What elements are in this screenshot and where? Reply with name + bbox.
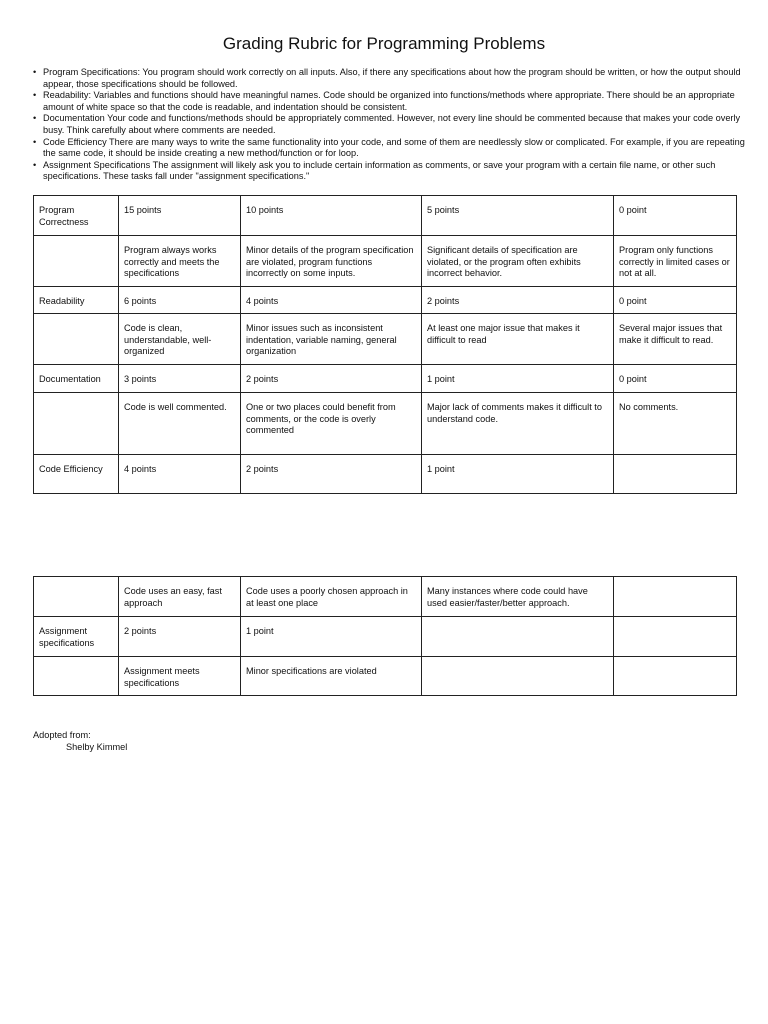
points-cell: 0 point bbox=[614, 196, 737, 236]
description-cell: One or two places could benefit from comments, or the code is overly commented bbox=[241, 393, 422, 455]
description-cell: Minor issues such as inconsistent indentation, variable naming, general organization bbox=[241, 314, 422, 365]
description-cell: No comments. bbox=[614, 393, 737, 455]
points-cell: 5 points bbox=[422, 196, 614, 236]
criterion-cell bbox=[34, 393, 119, 455]
criterion-cell: Assignment specifications bbox=[34, 617, 119, 657]
criteria-text: Readability: Variables and functions should have meaningful names. Code should be organized into functions/methods where appropriate. There should be an appropriate amount of white space so that the code is readable, and indentation should be consistent. bbox=[43, 90, 735, 112]
criteria-text: Code Efficiency There are many ways to write the same functionality into your code, and some of them are needlessly slow or complicated. For example, if you are repeating the same code, it should be inside creating a new method/function or for loop. bbox=[43, 136, 745, 159]
description-cell: Many instances where code could have used easier/faster/better approach. bbox=[422, 577, 614, 617]
criteria-item bbox=[33, 113, 753, 136]
criteria-list bbox=[33, 67, 753, 183]
points-cell: 4 points bbox=[241, 287, 422, 314]
points-cell: 10 points bbox=[241, 196, 422, 236]
points-cell: 2 points bbox=[119, 617, 241, 657]
table-row bbox=[34, 657, 737, 696]
points-cell bbox=[614, 617, 737, 657]
description-cell: Minor details of the program specification are violated, program functions incorrectly on some inputs. bbox=[241, 236, 422, 287]
bullet-icon: • bbox=[33, 159, 37, 170]
points-cell: 3 points bbox=[119, 365, 241, 393]
criteria-item bbox=[33, 137, 753, 160]
description-cell: At least one major issue that makes it difficult to read bbox=[422, 314, 614, 365]
table-row bbox=[34, 455, 737, 494]
credit-label: Adopted from: bbox=[33, 730, 91, 740]
criterion-cell: Documentation bbox=[34, 365, 119, 393]
description-cell: Major lack of comments makes it difficult to understand code. bbox=[422, 393, 614, 455]
description-cell: Program always works correctly and meets the specifications bbox=[119, 236, 241, 287]
criteria-item bbox=[33, 67, 753, 90]
criterion-cell: Readability bbox=[34, 287, 119, 314]
bullet-icon: • bbox=[33, 113, 37, 124]
points-cell: 2 points bbox=[241, 455, 422, 494]
page-title: Grading Rubric for Programming Problems bbox=[222, 34, 546, 53]
table-row bbox=[34, 236, 737, 287]
description-cell: Code is well commented. bbox=[119, 393, 241, 455]
points-cell: 2 points bbox=[241, 365, 422, 393]
rubric-table-top bbox=[33, 195, 737, 494]
criteria-text: Documentation Your code and functions/methods should be appropriately commented. However, not every line should be commented because that makes your code overly busy. Think carefully about where comments are needed. bbox=[43, 113, 741, 135]
table-row bbox=[34, 287, 737, 314]
criterion-cell bbox=[34, 577, 119, 617]
criteria-item bbox=[33, 160, 753, 183]
bullet-icon: • bbox=[33, 90, 37, 101]
table-row bbox=[34, 577, 737, 617]
criterion-cell bbox=[34, 236, 119, 287]
table-row bbox=[34, 196, 737, 236]
points-cell bbox=[614, 455, 737, 494]
description-cell bbox=[614, 657, 737, 696]
points-cell: 1 point bbox=[422, 455, 614, 494]
table-row bbox=[34, 365, 737, 393]
description-cell: Assignment meets specifications bbox=[119, 657, 241, 696]
points-cell: 15 points bbox=[119, 196, 241, 236]
description-cell bbox=[614, 577, 737, 617]
description-cell: Program only functions correctly in limited cases or not at all. bbox=[614, 236, 737, 287]
points-cell bbox=[422, 617, 614, 657]
criterion-cell bbox=[34, 657, 119, 696]
criteria-text: Program Specifications: You program should work correctly on all inputs. Also, if there any specifications about how the program should be written, or how the output should appear, those specifications should be followed. bbox=[43, 67, 741, 89]
points-cell: 0 point bbox=[614, 287, 737, 314]
bullet-icon: • bbox=[33, 67, 37, 77]
description-cell: Code uses an easy, fast approach bbox=[119, 577, 241, 617]
points-cell: 1 point bbox=[241, 617, 422, 657]
credit-block bbox=[33, 729, 127, 753]
criterion-cell: Program Correctness bbox=[34, 196, 119, 236]
description-cell: Code is clean, understandable, well-organized bbox=[119, 314, 241, 365]
credit-name: Shelby Kimmel bbox=[66, 742, 128, 752]
points-cell: 6 points bbox=[119, 287, 241, 314]
points-cell: 4 points bbox=[119, 455, 241, 494]
table-row bbox=[34, 314, 737, 365]
criteria-text: Assignment Specifications The assignment will likely ask you to include certain information as comments, or save your program with a certain file name, or other such specifications. These tasks fall under "assignment specifications." bbox=[43, 159, 716, 182]
description-cell: Code uses a poorly chosen approach in at least one place bbox=[241, 577, 422, 617]
criterion-cell: Code Efficiency bbox=[34, 455, 119, 494]
description-cell: Significant details of specification are violated, or the program often exhibits incorrect behavior. bbox=[422, 236, 614, 287]
criterion-cell bbox=[34, 314, 119, 365]
points-cell: 2 points bbox=[422, 287, 614, 314]
description-cell: Several major issues that make it difficult to read. bbox=[614, 314, 737, 365]
description-cell bbox=[422, 657, 614, 696]
points-cell: 1 point bbox=[422, 365, 614, 393]
table-row bbox=[34, 617, 737, 657]
points-cell: 0 point bbox=[614, 365, 737, 393]
rubric-table-bottom bbox=[33, 576, 737, 696]
criteria-item bbox=[33, 90, 753, 113]
description-cell: Minor specifications are violated bbox=[241, 657, 422, 696]
table-row bbox=[34, 393, 737, 455]
bullet-icon: • bbox=[33, 136, 37, 147]
